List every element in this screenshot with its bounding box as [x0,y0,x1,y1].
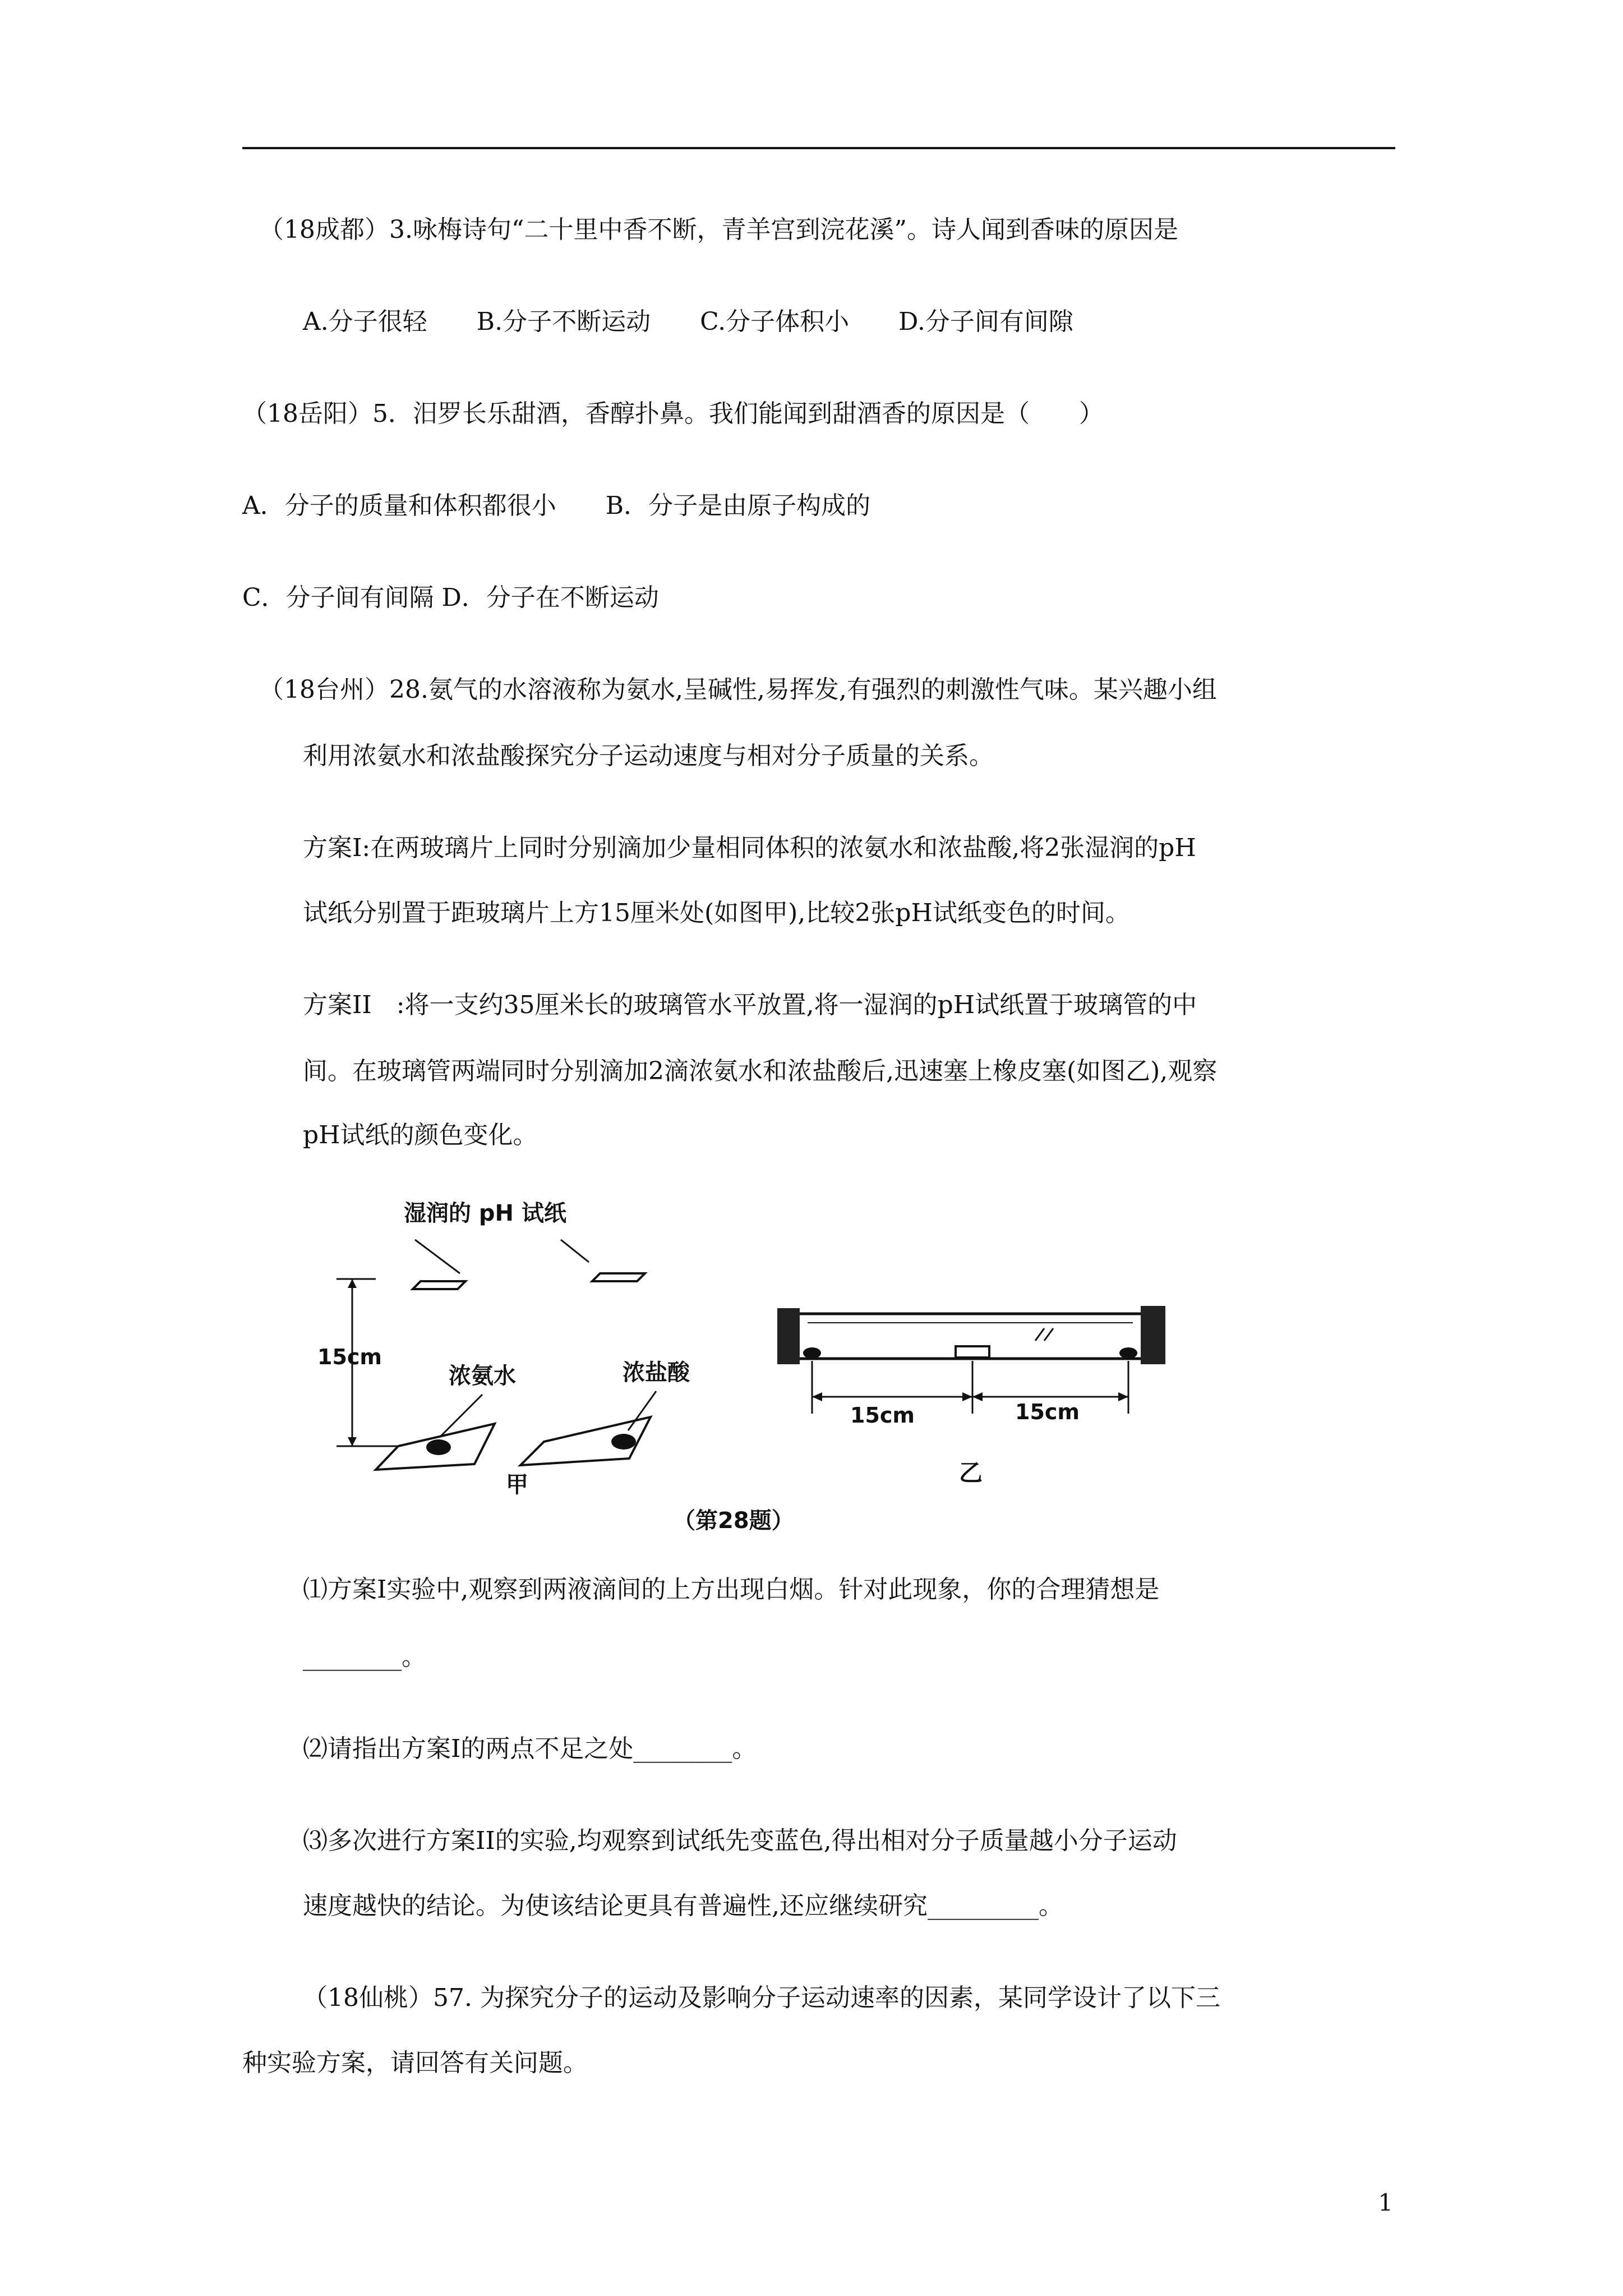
hcl-pointer [628,1391,656,1430]
plan1-line2: 试纸分别置于距玻璃片上方15厘米处(如图甲),比较2张pH试纸变色的时间。 [303,899,1130,927]
sub-question-1-line2: ________。 [303,1642,426,1671]
yueyang-options-cd: C．分子间有间隔 D．分子在不断运动 [242,583,659,612]
plan2-line3: pH试纸的颜色变化。 [303,1121,538,1149]
experiment-figure [314,1189,1189,1537]
tube-drop-right [1119,1347,1137,1359]
glass-reflection-2 [1044,1328,1053,1341]
plan2-line1: 方案II :将一支约35厘米长的玻璃管水平放置,将一湿润的pH试纸置于玻璃管的中 [303,991,1197,1019]
sub-question-3-line1: ⑶多次进行方案II的实验,均观察到试纸先变蓝色,得出相对分子质量越小分子运动 [303,1826,1177,1855]
ammonia-pointer [441,1395,482,1436]
plan1-line1: 方案Ⅰ:在两玻璃片上同时分别滴加少量相同体积的浓氨水和浓盐酸,将2张湿润的pH [303,834,1196,862]
hcl-drop [611,1434,636,1450]
figure-label-ammonia: 浓氨水 [449,1363,516,1389]
tube-drop-left [803,1347,821,1359]
ammonia-drop [426,1439,451,1455]
header-rule [242,147,1395,149]
figure-label-height: 15cm [317,1345,382,1369]
figure-label-jia: 甲 [506,1472,528,1498]
figure-label-hcl: 浓盐酸 [623,1360,690,1386]
figure-caption: （第28题） [673,1508,794,1534]
pointer-right [561,1240,589,1262]
yueyang-options-ab: A．分子的质量和体积都很小 B．分子是由原子构成的 [242,491,871,520]
glass-reflection-1 [1035,1328,1044,1341]
figure-label-yi: 乙 [959,1459,983,1487]
glass-tube [796,1314,1144,1359]
height-arrowhead-top [348,1279,357,1288]
tube-ph-paper [956,1346,989,1358]
sub-question-2: ⑵请指出方案Ⅰ的两点不足之处________。 [303,1734,757,1763]
xiantao-stem-line1: （18仙桃）57. 为探究分子的运动及影响分子运动速率的因素，某同学设计了以下三 [303,1984,1220,2012]
page-number: 1 [1378,2189,1393,2216]
xiantao-stem-line2: 种实验方案，请回答有关问题。 [242,2049,588,2077]
ph-paper-right [592,1273,645,1281]
ph-paper-left [413,1281,465,1289]
taizhou-stem-line1: （18台州）28.氨气的水溶液称为氨水,呈碱性,易挥发,有强烈的刺激性气味。某兴趣小组 [259,675,1217,704]
sub-question-3-line2: 速度越快的结论。为使该结论更具有普遍性,还应继续研究_________。 [303,1892,1063,1920]
dim-left-arrow-b [962,1392,972,1401]
taizhou-stem-line2: 利用浓氨水和浓盐酸探究分子运动速度与相对分子质量的关系。 [303,742,994,770]
chengdu-question-stem: （18成都）3.咏梅诗句“二十里中香不断，青羊宫到浣花溪”。诗人闻到香味的原因是 [259,215,1178,244]
figure-label-right-distance: 15cm [1015,1400,1080,1424]
chengdu-question-options: A.分子很轻 B.分子不断运动 C.分子体积小 D.分子间有间隙 [303,307,1073,336]
figure-label-ph-paper: 湿润的 pH 试纸 [404,1200,566,1226]
rubber-stopper-right [1141,1306,1165,1364]
sub-question-1-line1: ⑴方案Ⅰ实验中,观察到两液滴间的上方出现白烟。针对此现象，你的合理猜想是 [303,1575,1160,1604]
height-arrowhead-bottom [348,1437,357,1446]
dim-left-arrow-a [812,1392,822,1401]
dim-right-arrow-a [972,1392,983,1401]
yueyang-question-stem: （18岳阳）5．汨罗长乐甜酒，香醇扑鼻。我们能闻到甜酒香的原因是（ ） [242,399,1104,428]
plan2-line2: 间。在玻璃管两端同时分别滴加2滴浓氨水和浓盐酸后,迅速塞上橡皮塞(如图乙),观察 [303,1057,1218,1085]
dim-right-arrow-b [1118,1392,1128,1401]
figure-label-left-distance: 15cm [850,1403,915,1428]
pointer-left [415,1240,460,1273]
rubber-stopper-left [777,1308,800,1364]
